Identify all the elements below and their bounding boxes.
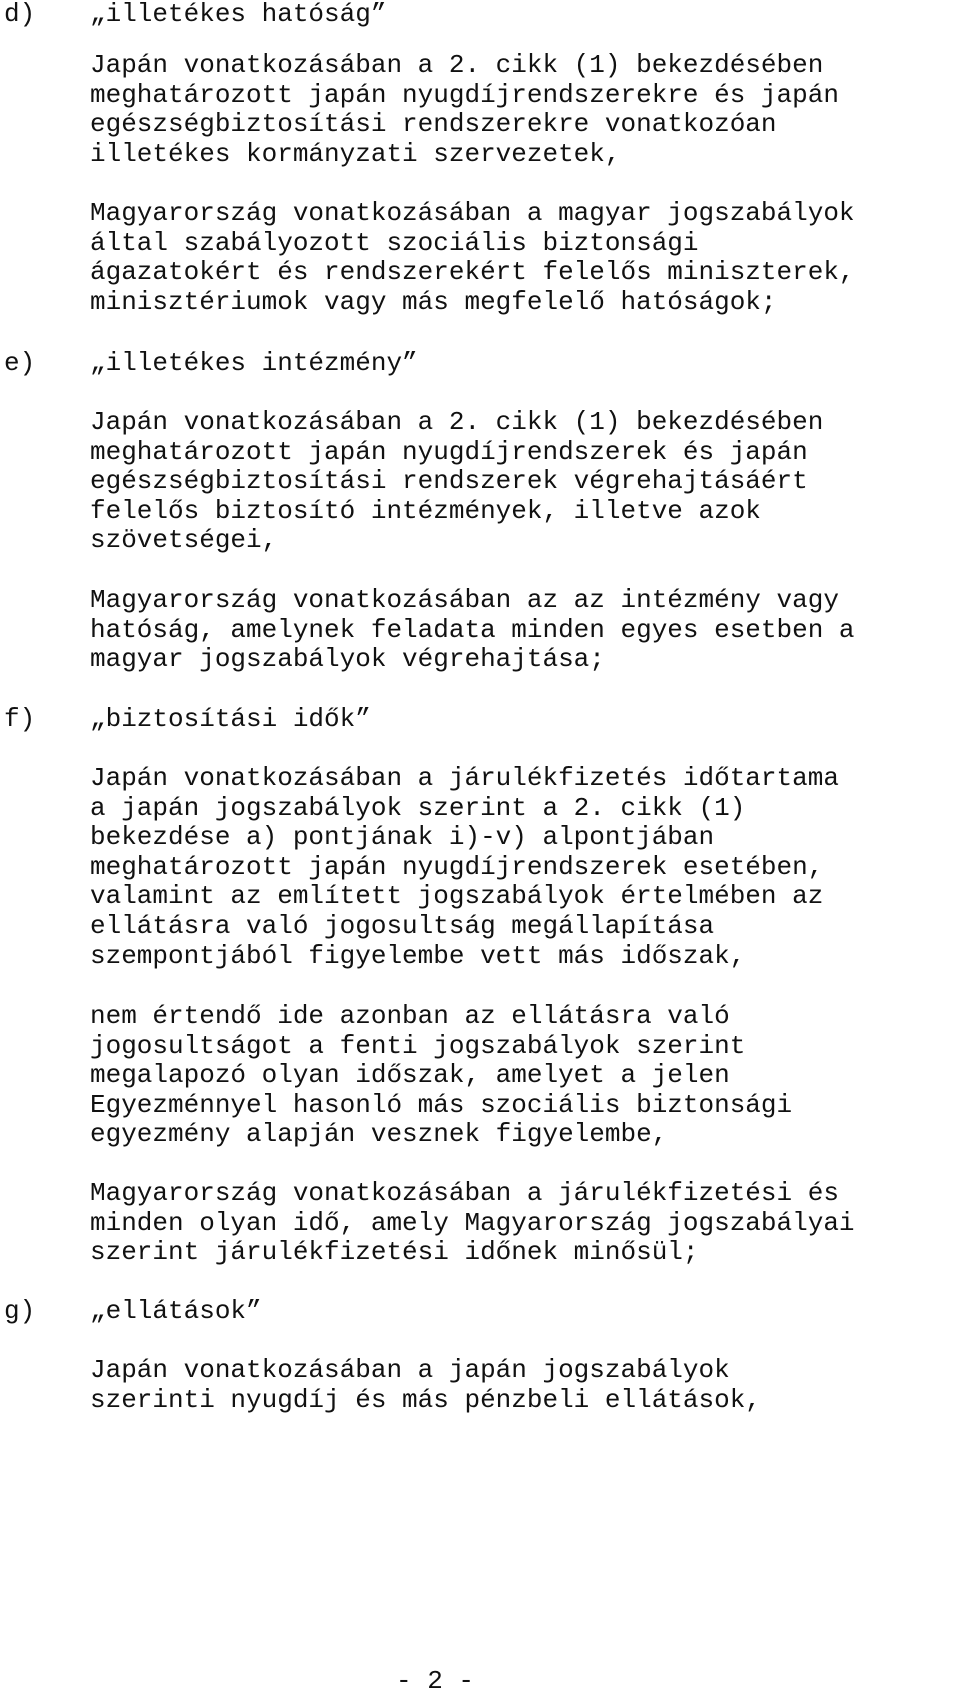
definition-paragraph [90,408,960,556]
item-letter: d) [4,0,36,29]
definition-paragraph [90,199,960,317]
text-line: magyar jogszabályok végrehajtása; [90,644,605,675]
text-line: ellátásra való jogosultság megállapítása [90,910,715,941]
text-line: egészségbiztosítási rendszerek végrehajtásáért [90,466,808,497]
text-line: minden olyan idő, amely Magyarország jogszabályai [90,1207,855,1238]
text-line: meghatározott japán nyugdíjrendszerek és japán [90,436,808,467]
text-line: illetékes kormányzati szervezetek, [90,138,621,169]
text-line: Japán vonatkozásában a 2. cikk (1) bekezdésében [90,50,824,80]
text-line: valamint az említett jogszabályok értelmében az [90,881,824,912]
definition-paragraph [90,1002,960,1150]
text-line: Magyarország vonatkozásában az az intézmény vagy [90,585,839,615]
text-line: szerinti nyugdíj és más pénzbeli ellátások, [90,1384,761,1415]
text-line: Japán vonatkozásában a japán jogszabályok [90,1355,730,1385]
text-line: minisztériumok vagy más megfelelő hatóságok; [90,286,777,317]
defined-term: „ellátások” [90,1296,262,1326]
page-number: - 2 - [395,1666,474,1696]
text-line: Japán vonatkozásában a járulékfizetés időtartama [90,763,839,793]
definition-paragraph [90,764,960,971]
text-line: nem értendő ide azonban az ellátásra való [90,1001,730,1031]
text-line: meghatározott japán nyugdíjrendszerekre és japán [90,79,839,110]
text-line: hatóság, amelynek feladata minden egyes esetben a [90,614,855,645]
defined-term: „illetékes hatóság” [90,0,387,29]
text-line: szerint járulékfizetési időnek minősül; [90,1237,699,1268]
defined-term: „biztosítási idők” [90,704,371,734]
text-line: egyezmény alapján vesznek figyelembe, [90,1119,668,1150]
text-line: egészségbiztosítási rendszerekre vonatkozóan [90,109,777,140]
text-line: Egyezménnyel hasonló más szociális biztonsági [90,1089,793,1120]
text-line: Japán vonatkozásában a 2. cikk (1) bekezdésében [90,407,824,437]
defined-term: „illetékes intézmény” [90,348,418,378]
item-letter: g) [4,1296,36,1326]
text-line: jogosultságot a fenti jogszabályok szerint [90,1030,746,1061]
definition-paragraph [90,586,960,675]
text-line: meghatározott japán nyugdíjrendszerek esetében, [90,851,824,882]
text-line: ágazatokért és rendszerekért felelős miniszterek, [90,257,855,288]
text-line: felelős biztosító intézmények, illetve azok [90,495,761,526]
text-line: által szabályozott szociális biztonsági [90,227,699,258]
definition-paragraph [90,1179,960,1268]
definition-paragraph [90,1356,960,1415]
text-line: szempontjából figyelembe vett más időszak, [90,940,746,971]
definition-paragraph [90,51,960,169]
item-letter: f) [4,704,36,734]
text-line: bekezdése a) pontjának i)-v) alpontjában [90,822,715,853]
text-line: a japán jogszabályok szerint a 2. cikk (1) [90,792,746,823]
item-letter: e) [4,348,36,378]
text-line: Magyarország vonatkozásában a járulékfizetési és [90,1178,839,1208]
text-line: megalapozó olyan időszak, amelyet a jelen [90,1060,730,1091]
text-line: szövetségei, [90,525,278,556]
text-line: Magyarország vonatkozásában a magyar jogszabályok [90,198,855,228]
